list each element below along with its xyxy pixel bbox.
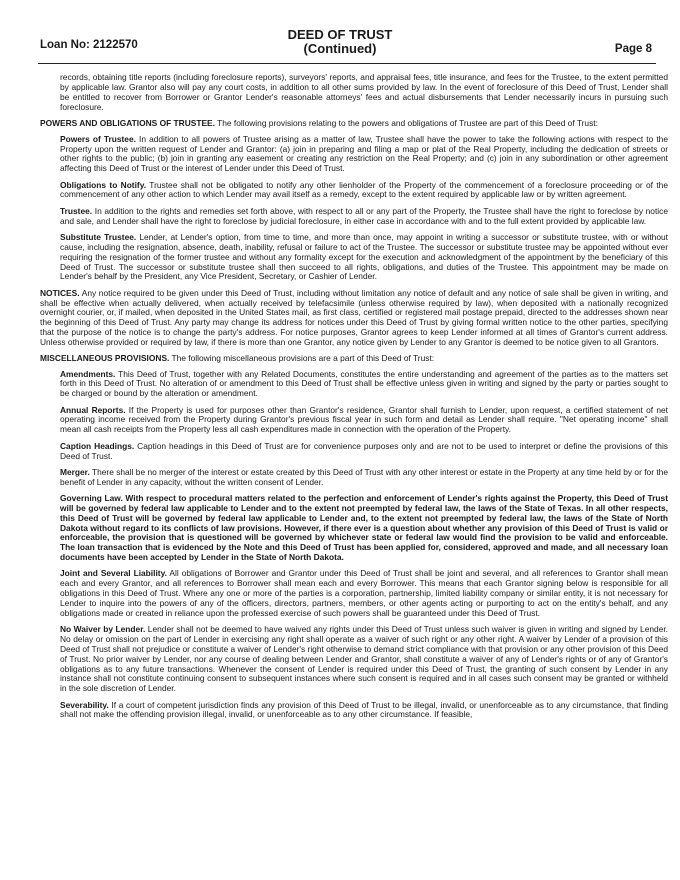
powers-section-intro <box>40 119 668 129</box>
provision-powers-of-trustee <box>60 135 668 174</box>
provision-amendments <box>60 370 668 400</box>
section-text: The following miscellaneous provisions are a part of this Deed of Trust: <box>169 352 435 363</box>
section-text: The following provisions relating to the powers and obligations of Trustee are part of this Deed of Trust: <box>214 117 598 128</box>
provision-text: If the Property is used for purposes other than Grantor's residence, Grantor shall furnish to Lender, upon request, a certified statement of net operating income received from the Property during Grantor's previous fiscal year in such form and detail as Lender shall require. "Net operating income" shall mean all cash receipts from the Property less all cash expenditures made in connection with the operation of the Property. <box>60 404 668 435</box>
provision-text: All obligations of Borrower and Grantor under this Deed of Trust shall be joint and several, and all references to Grantor shall mean each and every Grantor, and all references to Borrower shall mean each and every Borrower. This means that each Grantor signing below is responsible for all obligations in this Deed of Trust. Where any one or more of the parties is a corporation, partnership, limited liability company or similar entity, it is not necessary for Lender to inquire into the powers of any of the officers, directors, partners, members, or other agents acting or purporting to act on the entity's behalf, and any obligations made or created in reliance upon the professed exercise of such powers shall be guaranteed under this Deed of Trust. <box>60 568 668 618</box>
provision-text: In addition to the rights and remedies set forth above, with respect to all or any part of the Property, the Trustee shall have the right to foreclose by notice and sale, and Lender shall have the right to foreclose by judicial foreclosure, in either case in accordance with and to the full extent provided by applicable law. <box>60 205 668 226</box>
section-heading: MISCELLANEOUS PROVISIONS. <box>40 352 170 363</box>
provision-text: Caption headings in this Deed of Trust are for convenience purposes only and are not to be used to interpret or define the provisions of this Deed of Trust. <box>60 440 668 461</box>
provision-label: Caption Headings. <box>60 440 135 451</box>
provision-annual-reports <box>60 406 668 436</box>
provision-text: If a court of competent jurisdiction finds any provision of this Deed of Trust to be illegal, invalid, or unenforceable as to any circumstance, that finding shall not make the offending provision illegal, invalid, or unenforceable as to any other circumstance. If feasible, <box>60 699 668 720</box>
provision-label: Trustee. <box>60 205 93 216</box>
provision-severability <box>60 701 668 721</box>
header-rule <box>38 63 656 64</box>
provision-text: Lender, at Lender's option, from time to time, and more than once, may appoint in writing a successor or substitute trustee, with or without cause, including the resignation, absence, death, inability, refusal or failure to act of the Trustee. The successor or substitute trustee may be appointed without ever requiring the resignation of the former trustee and without any formality except for the execution and acknowledgment of the appointment by the beneficiary of this Deed of Trust. The successor or substitute trustee shall then succeed to all rights, obligations, and duties of the Trustee. This appointment may be made on Lender's behalf by the President, any Vice President, Secretary, or Cashier of Lender. <box>60 231 668 282</box>
misc-section-intro <box>40 354 668 364</box>
provision-governing-law <box>60 494 668 563</box>
provision-text: Lender shall not be deemed to have waived any rights under this Deed of Trust unless such waiver is given in writing and signed by Lender. No delay or omission on the part of Lender in exercising any right shall operate as a waiver of such right or any other right. A waiver by Lender of a provision of this Deed of Trust shall not prejudice or constitute a waiver of Lender's right otherwise to demand strict compliance with that provision or any other provision of this Deed of Trust. No prior waiver by Lender, nor any course of dealing between Lender and Grantor, shall constitute a waiver of any of Lender's rights or of any of Grantor's obligations as to any future transactions. Whenever the consent of Lender is required under this Deed of Trust, the granting of such consent by Lender in any instance shall not constitute continuing consent to subsequent instances where such consent is required and in all cases such consent may be granted or withheld in the sole discretion of Lender. <box>60 624 668 694</box>
provision-label: Governing Law. <box>60 493 123 504</box>
provision-label: Merger. <box>60 466 90 477</box>
provision-text: This Deed of Trust, together with any Related Documents, constitutes the entire understanding and agreement of the parties as to the matters set forth in this Deed of Trust. No alteration of or amendment to this Deed of Trust shall be effective unless given in writing and signed by the party or parties sought to be charged or bound by the alteration or amendment. <box>60 368 668 399</box>
provision-label: Joint and Several Liability. <box>60 568 167 579</box>
intro-paragraph: records, obtaining title reports (including foreclosure reports), surveyors' reports, and appraisal fees, title insurance, and fees for the Trustee, to the extent permitted by applicable law. Grantor also will pay any court costs, in addition to all other sums provided by law. In the event of foreclosure of this Deed of Trust, Lender shall be entitled to recover from Borrower or Grantor Lender's reasonable attorneys' fees and actual disbursements that Lender necessarily incurs in pursuing such foreclosure. <box>60 72 668 112</box>
provision-no-waiver-by-lender <box>60 625 668 694</box>
section-text: Any notice required to be given under this Deed of Trust, including without limitation any notice of default and any notice of sale shall be given in writing, and shall be effective when actually delivered, when actually received by telefacsimile (unless otherwise required by law), when deposited with a nationally recognized overnight courier, or, if mailed, when deposited in the United States mail, as first class, certified or registered mail postage prepaid, directed to the addresses shown near the beginning of this Deed of Trust. Any party may change its address for notices under this Deed of Trust by giving formal written notice to the other parties, specifying that the purpose of the notice is to change the party's address. For notice purposes, Grantor agrees to keep Lender informed at all times of Grantor's current address. Unless otherwise provided or required by law, if there is more than one Grantor, any notice given by Lender to any Grantor is deemed to be notice given to all Grantors. <box>40 287 668 347</box>
provision-trustee <box>60 207 668 227</box>
provision-label: Powers of Trustee. <box>60 133 136 144</box>
title-line-2: (Continued) <box>303 41 377 56</box>
provision-substitute-trustee <box>60 233 668 282</box>
provision-label: Obligations to Notify. <box>60 179 147 190</box>
section-heading: NOTICES. <box>40 287 80 298</box>
provision-label: No Waiver by Lender. <box>60 624 146 635</box>
provision-joint-and-several-liability <box>60 569 668 618</box>
notices-section <box>40 289 668 348</box>
provision-text: In addition to all powers of Trustee arising as a matter of law, Trustee shall have the power to take the following actions with respect to the Property upon the written request of Lender and Grantor: (a) join in preparing and filing a map or plat of the Real Property, including the dedication of streets or other rights to the public; (b) join in granting any easement or creating any restriction on the Real Property; and (c) join in any subordination or other agreement affecting this Deed of Trust or the interest of Lender under this Deed of Trust. <box>60 133 668 174</box>
provision-label: Substitute Trustee. <box>60 231 137 242</box>
provision-obligations-to-notify <box>60 181 668 201</box>
loan-number: Loan No: 2122570 <box>40 39 138 51</box>
provision-label: Annual Reports. <box>60 404 126 415</box>
document-title <box>0 28 680 56</box>
page-number: Page 8 <box>614 43 652 55</box>
provision-text: There shall be no merger of the interest or estate created by this Deed of Trust with any other interest or estate in the Property at any time held by or for the benefit of Lender in any capacity, without the written consent of Lender. <box>60 466 668 487</box>
title-line-1: DEED OF TRUST <box>287 27 393 42</box>
section-heading: POWERS AND OBLIGATIONS OF TRUSTEE. <box>40 117 215 128</box>
provision-text: Trustee shall not be obligated to notify any other lienholder of the Property of the commencement of a foreclosure proceeding or of the commencement of any other action to which Lender may avail itself as a remedy, except to the extent required by applicable law or by written agreement. <box>60 179 668 200</box>
provision-text: With respect to procedural matters related to the perfection and enforcement of Lender's rights against the Property, this Deed of Trust will be governed by federal law applicable to Lender and to the extent not preempted by federal law, the laws of the State of Texas. In all other respects, this Deed of Trust will be governed by federal law applicable to Lender and, to the extent not preempted by federal law, the laws of the State of North Dakota without regard to its conflicts of law provisions. However, if there ever is a question about whether any provision of this Deed of Trust is valid or enforceable, the provision that is questioned will be governed by whichever state or federal law would find the provision to be valid and enforceable. The loan transaction that is evidenced by the Note and this Deed of Trust has been applied for, considered, approved and made, and all necessary loan documents have been accepted by Lender in the State of North Dakota. <box>60 493 668 563</box>
provision-label: Amendments. <box>60 368 116 379</box>
document-body <box>40 73 668 727</box>
provision-merger <box>60 468 668 488</box>
provision-caption-headings <box>60 442 668 462</box>
page-header <box>0 0 680 64</box>
provision-label: Severability. <box>60 699 109 710</box>
